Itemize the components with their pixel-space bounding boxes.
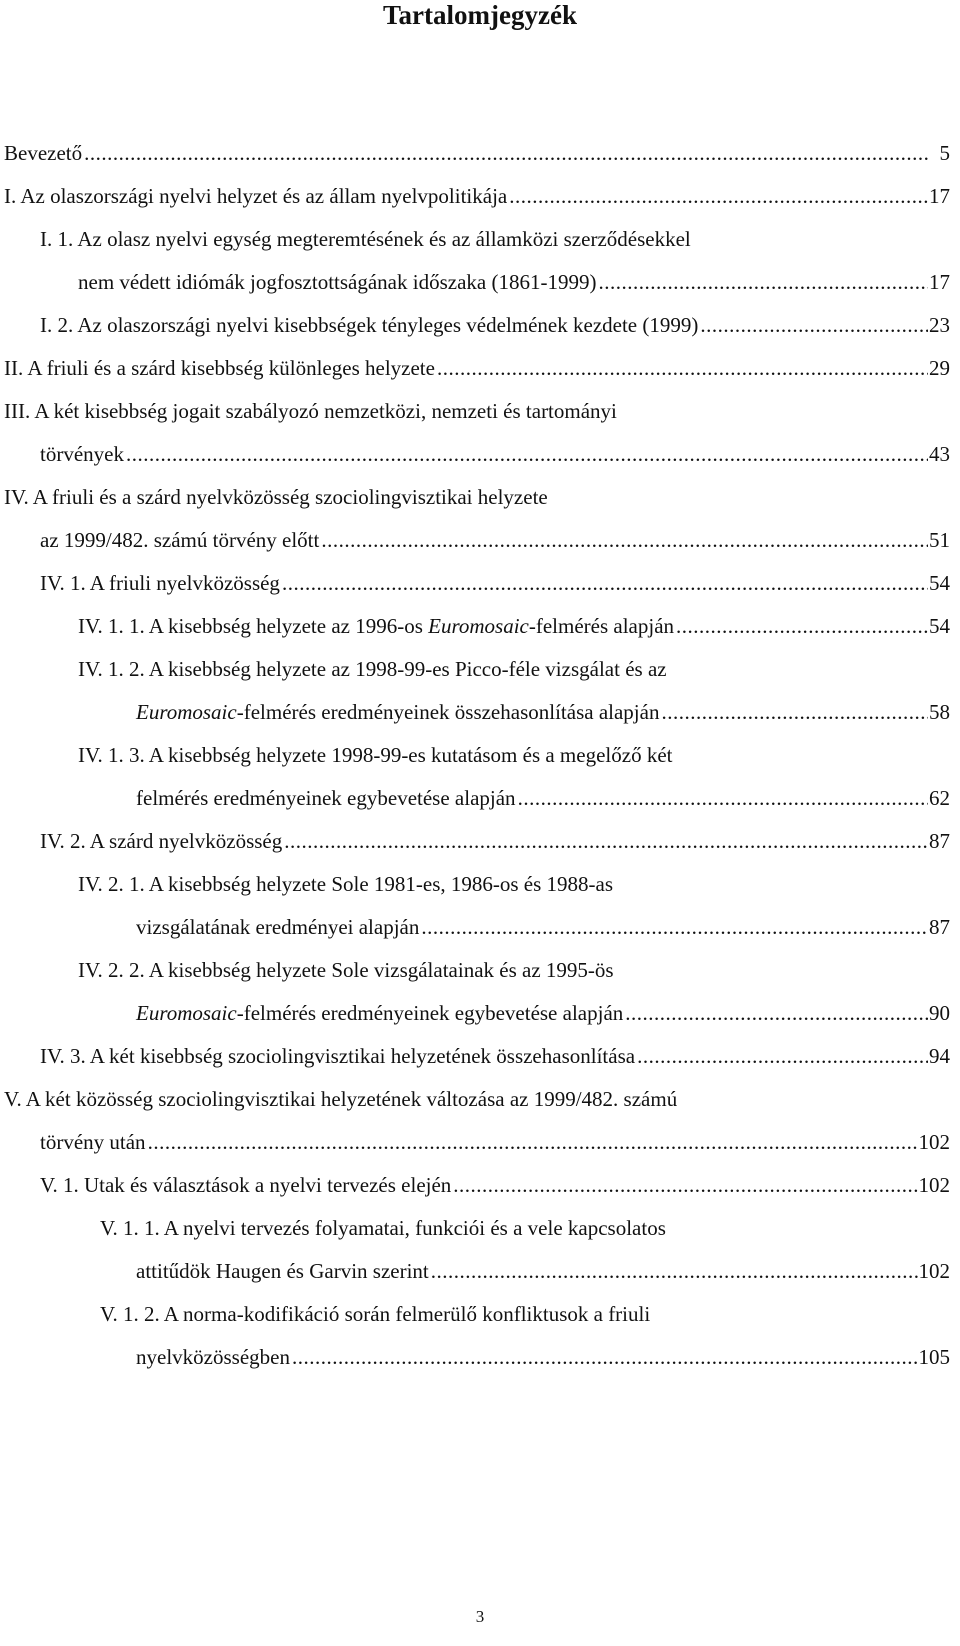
dot-leader	[148, 1127, 919, 1157]
toc-entry-title: törvények	[40, 442, 124, 466]
toc-entry-title: felmérés eredményeinek egybevetése alapján	[136, 786, 516, 810]
toc-entry[interactable]	[40, 826, 950, 856]
dot-leader	[421, 912, 928, 942]
toc-entry-first-line: IV. 1. 2. A kisebbség helyzete az 1998-99-es Picco-féle vizsgálat és az	[78, 657, 667, 681]
toc-page-number: 51	[929, 528, 950, 552]
toc-page-number: 23	[929, 313, 950, 337]
dot-leader	[321, 525, 928, 555]
dot-leader	[637, 1041, 928, 1071]
toc-page-number: 62	[929, 786, 950, 810]
dot-leader	[676, 611, 928, 641]
toc-page-number: 43	[929, 442, 950, 466]
dot-leader	[84, 138, 928, 168]
toc-entry-first-line: V. 1. 2. A norma-kodifikáció során felmerülő konfliktusok a friuli	[100, 1302, 651, 1326]
toc-entry[interactable]	[40, 568, 950, 598]
toc-entry-title: II. A friuli és a szárd kisebbség különleges helyzete	[4, 356, 435, 380]
toc-entry-title: attitűdök Haugen és Garvin szerint	[136, 1259, 429, 1283]
dot-leader	[431, 1256, 919, 1286]
toc-entry-first-line: IV. 2. 2. A kisebbség helyzete Sole vizsgálatainak és az 1995-ös	[78, 958, 614, 982]
toc-entry[interactable]	[40, 310, 950, 340]
toc-entry[interactable]	[136, 783, 950, 813]
toc-entry-title: V. 1. Utak és választások a nyelvi tervezés elején	[40, 1173, 452, 1197]
toc-entry[interactable]	[78, 611, 950, 641]
toc-page-number: 29	[929, 356, 950, 380]
dot-leader	[453, 1170, 918, 1200]
toc-entry-title: IV. 2. A szárd nyelvközösség	[40, 829, 283, 853]
toc-page-number: 54	[929, 571, 950, 595]
toc-page-number: 5	[939, 141, 950, 165]
toc-entry-title: IV. 1. 1. A kisebbség helyzete az 1996-os Euromosaic-felmérés alapján	[78, 614, 675, 638]
toc-page-number: 17	[929, 270, 950, 294]
toc-entry-title: I. Az olaszországi nyelvi helyzet és az állam nyelvpolitikája	[4, 184, 508, 208]
toc-entry-title: törvény után	[40, 1130, 146, 1154]
dot-leader	[700, 310, 928, 340]
toc-entry-title: Euromosaic-felmérés eredményeinek összehasonlítása alapján	[136, 700, 660, 724]
toc-entry[interactable]	[136, 998, 950, 1028]
toc-page-number: 17	[929, 184, 950, 208]
page-title: Tartalomjegyzék	[383, 0, 577, 30]
toc-page-number: 87	[929, 829, 950, 853]
dot-leader	[282, 568, 928, 598]
toc-entry-title: IV. 3. A két kisebbség szociolingvisztikai helyzetének összehasonlítása	[40, 1044, 636, 1068]
toc-entry[interactable]	[136, 1256, 950, 1286]
dot-leader	[437, 353, 928, 383]
toc-page-number: 94	[929, 1044, 950, 1068]
dot-leader	[518, 783, 928, 813]
toc-entry-first-line: IV. 1. 3. A kisebbség helyzete 1998-99-es kutatásom és a megelőző két	[78, 743, 673, 767]
toc-entry[interactable]	[40, 1041, 950, 1071]
toc-entry-first-line: III. A két kisebbség jogait szabályozó nemzetközi, nemzeti és tartományi	[4, 399, 617, 423]
toc-entry-title: IV. 1. A friuli nyelvközösség	[40, 571, 280, 595]
page-number: 3	[475, 1607, 485, 1626]
toc-entry[interactable]	[136, 697, 950, 727]
toc-entry-title: Bevezető	[4, 141, 83, 165]
toc-entry-title: Euromosaic-felmérés eredményeinek egybevetése alapján	[136, 1001, 624, 1025]
toc-entry-first-line: V. 1. 1. A nyelvi tervezés folyamatai, funkciói és a vele kapcsolatos	[100, 1216, 666, 1240]
dot-leader	[661, 697, 928, 727]
toc-entry-first-line: IV. 2. 1. A kisebbség helyzete Sole 1981-es, 1986-os és 1988-as	[78, 872, 614, 896]
toc-page-number: 102	[918, 1130, 950, 1154]
toc-entry[interactable]	[4, 138, 950, 168]
toc-entry-first-line: I. 1. Az olasz nyelvi egység megteremtésének és az államközi szerződésekkel	[40, 227, 691, 251]
toc-entry-title: vizsgálatának eredményei alapján	[136, 915, 420, 939]
dot-leader	[126, 439, 928, 469]
toc-entry[interactable]	[136, 1342, 950, 1372]
toc-entry-title: nem védett idiómák jogfosztottságának időszaka (1861-1999)	[78, 270, 597, 294]
toc-entry[interactable]	[40, 525, 950, 555]
toc-entry[interactable]	[78, 267, 950, 297]
toc-page-number: 90	[929, 1001, 950, 1025]
toc-entry-first-line: IV. A friuli és a szárd nyelvközösség szociolingvisztikai helyzete	[4, 485, 548, 509]
toc-entry-title: nyelvközösségben	[136, 1345, 290, 1369]
emphasis: Euromosaic	[428, 614, 529, 638]
toc-page-number: 54	[929, 614, 950, 638]
toc-entry-first-line: V. A két közösség szociolingvisztikai helyzetének változása az 1999/482. számú	[4, 1087, 678, 1111]
toc-entry[interactable]	[4, 181, 950, 211]
dot-leader	[292, 1342, 919, 1372]
toc-page-number: 58	[929, 700, 950, 724]
toc-page-number: 102	[918, 1173, 950, 1197]
emphasis: Euromosaic	[136, 1001, 237, 1025]
toc-entry[interactable]	[40, 1127, 950, 1157]
toc-entry[interactable]	[4, 353, 950, 383]
dot-leader	[598, 267, 928, 297]
toc-entry[interactable]	[136, 912, 950, 942]
dot-leader	[509, 181, 928, 211]
dot-leader	[284, 826, 928, 856]
toc-entry[interactable]	[40, 439, 950, 469]
toc-entry[interactable]	[40, 1170, 950, 1200]
toc-entry-title: I. 2. Az olaszországi nyelvi kisebbségek tényleges védelmének kezdete (1999)	[40, 313, 699, 337]
toc-page-number: 87	[929, 915, 950, 939]
toc-page-number: 102	[918, 1259, 950, 1283]
dot-leader	[625, 998, 928, 1028]
toc-page-number: 105	[918, 1345, 950, 1369]
toc-entry-title: az 1999/482. számú törvény előtt	[40, 528, 320, 552]
emphasis: Euromosaic	[136, 700, 237, 724]
